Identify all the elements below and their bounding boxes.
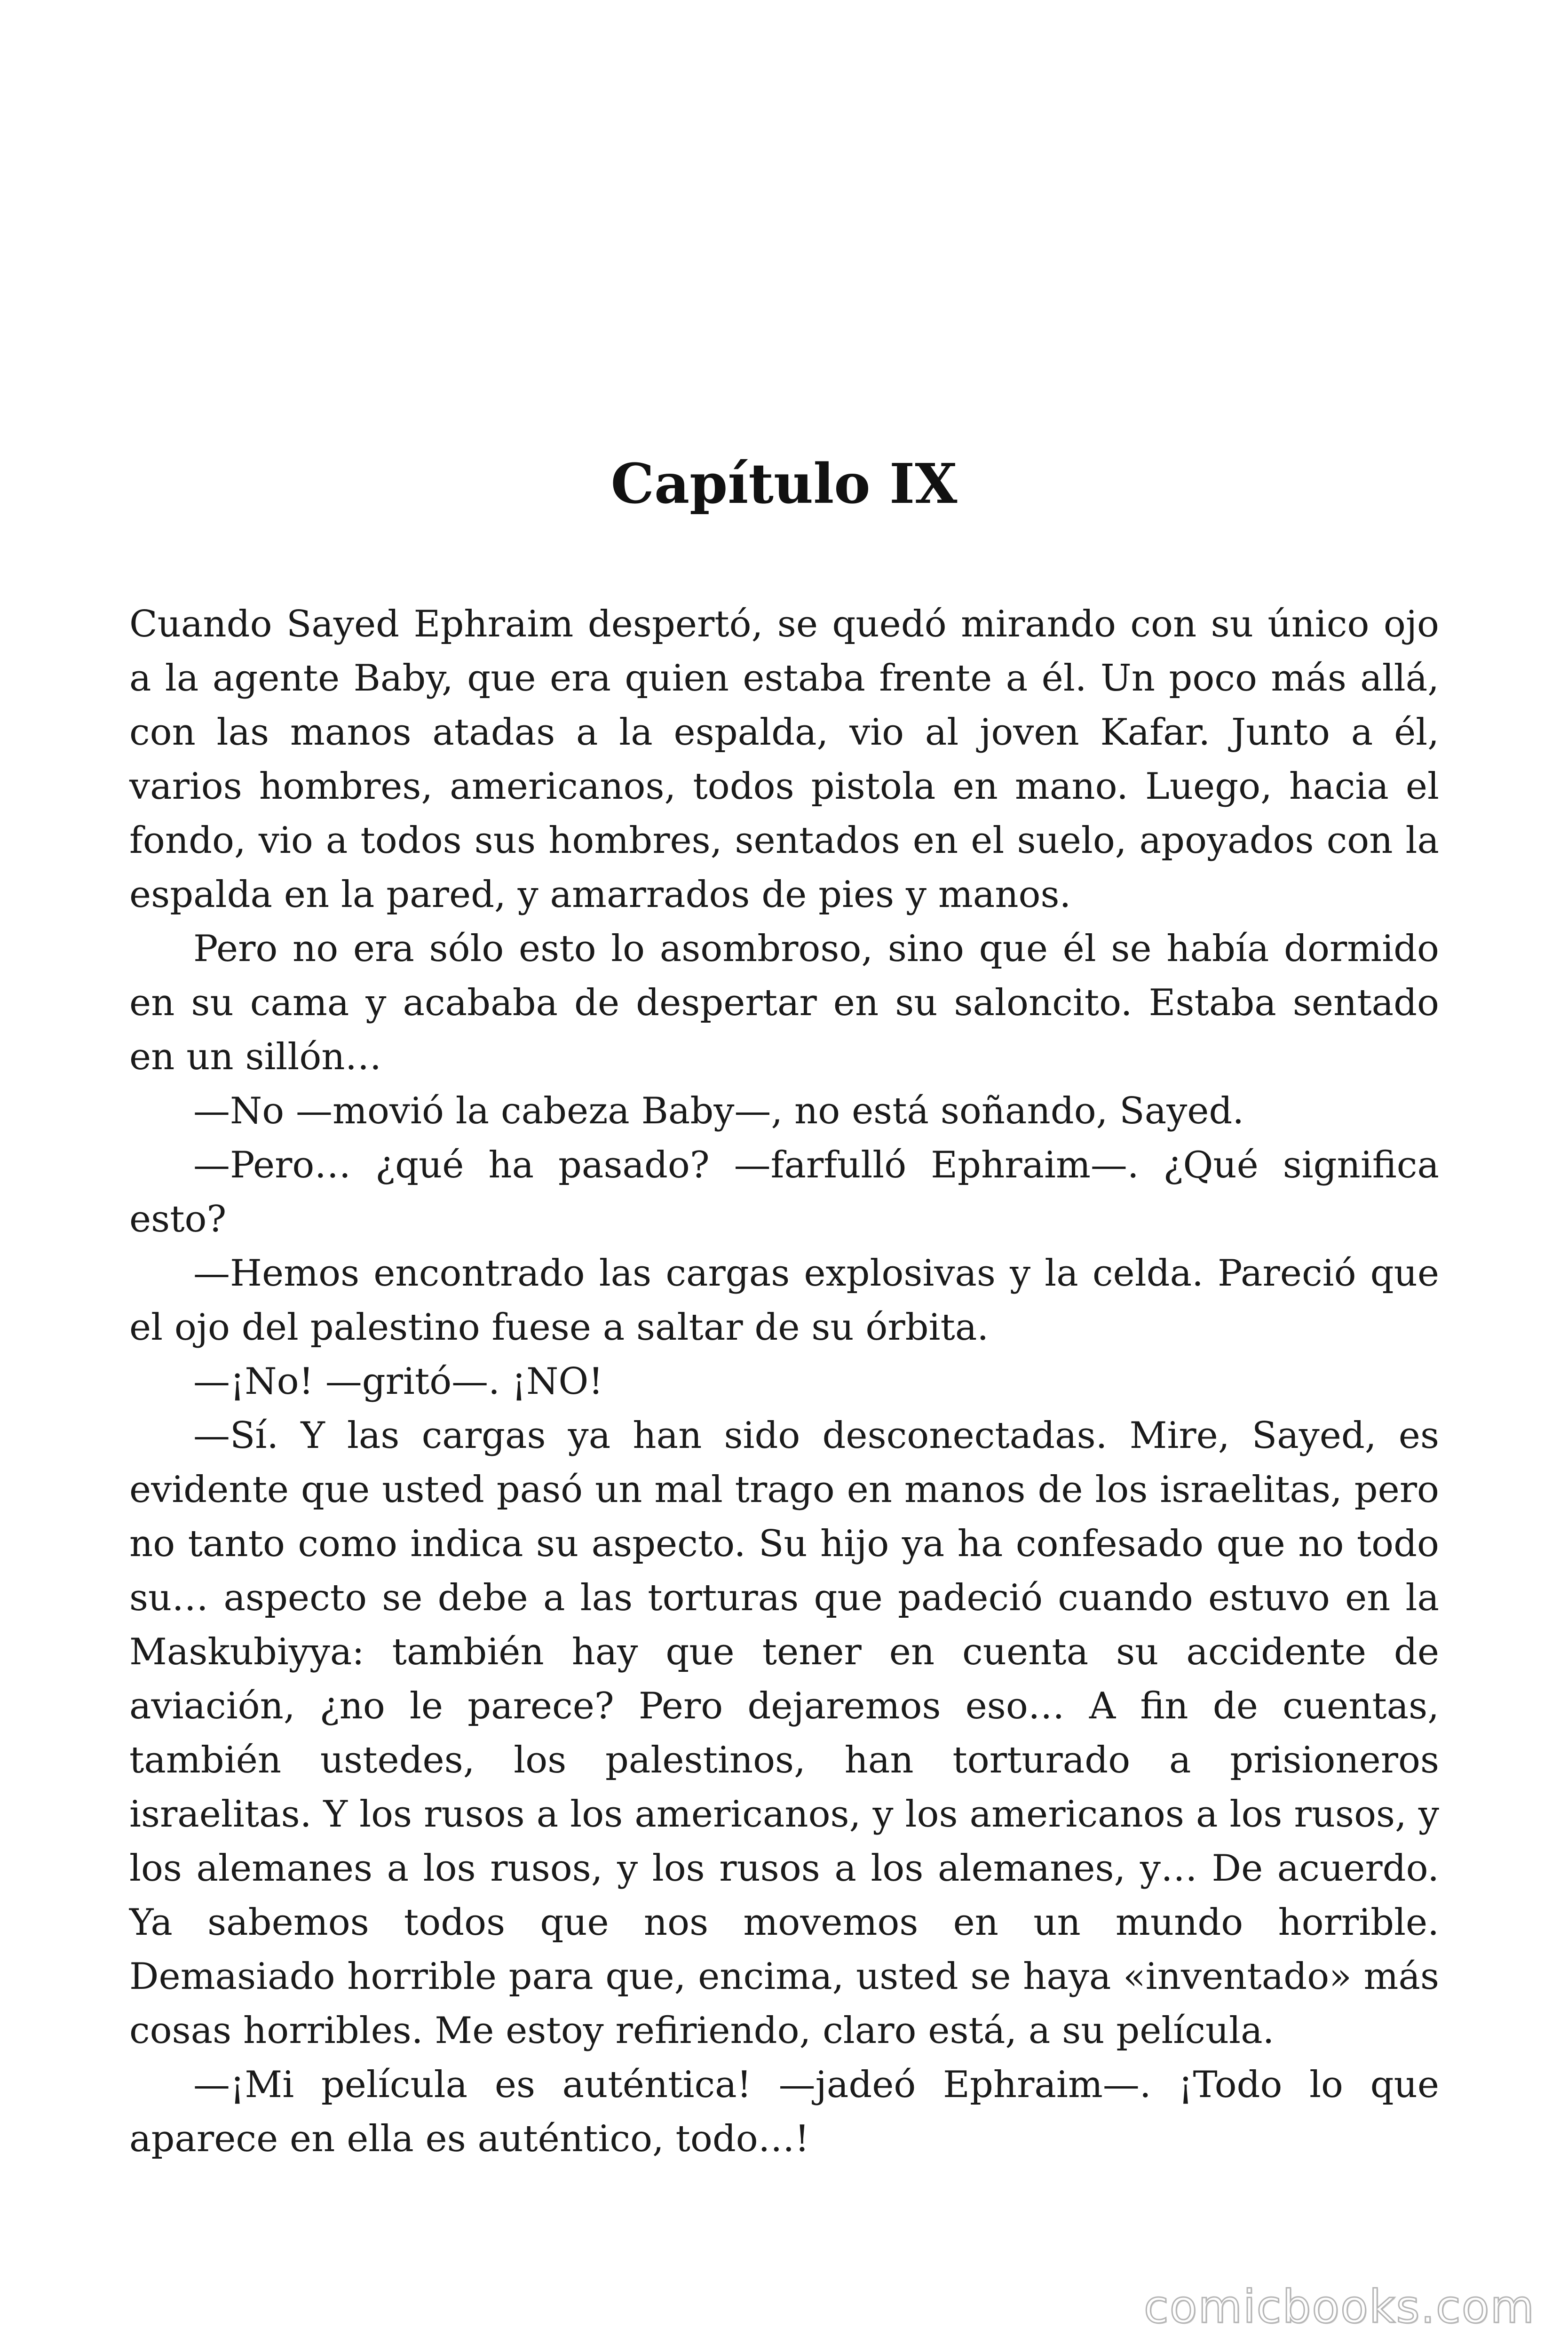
paragraph: —Hemos encontrado las cargas explosivas y la celda. Pareció que el ojo del palestino fuese a saltar de su órbita. bbox=[129, 1252, 1439, 1349]
paragraph: Pero no era sólo esto lo asombroso, sino que él se había dormido en su cama y acababa de despertar en su saloncito. Estaba sentado en un sillón… bbox=[129, 928, 1439, 1078]
paragraph: —Sí. Y las cargas ya han sido desconectadas. Mire, Sayed, es evidente que usted pasó un mal trago en manos de los israelitas, pero no tanto como indica su aspecto. Su hijo ya ha confesado que no todo su… aspecto se debe a las torturas que padeció cuando estuvo en la Maskubiyya: también hay que tener en cuenta su accidente de aviación, ¿no le parece? Pero dejaremos eso… A fin de cuentas, también ustedes, los palestinos, han torturado a prisioneros israelitas. Y los rusos a los americanos, y los americanos a los rusos, y los alemanes a los rusos, y los rusos a los alemanes, y… De acuerdo. Ya sabemos todos que nos movemos en un mundo horrible. Demasiado horrible para que, encima, usted se haya «inventado» más cosas horribles. Me estoy refiriendo, claro está, a su película. bbox=[129, 1414, 1439, 2052]
watermark: comicbooks.com bbox=[1143, 2280, 1535, 2333]
paragraph: Cuando Sayed Ephraim despertó, se quedó mirando con su único ojo a la agente Baby, que era quien estaba frente a él. Un poco más allá, con las manos atadas a la espalda, vio al joven Kafar. Junto a él, varios hombres, americanos, todos pistola en mano. Luego, hacia el fondo, vio a todos sus hombres, sentados en el suelo, apoyados con la espalda en la pared, y amarrados de pies y manos. bbox=[129, 603, 1439, 916]
paragraph: —No —movió la cabeza Baby—, no está soñando, Sayed. bbox=[193, 1090, 1244, 1132]
chapter-title: Capítulo IX bbox=[610, 452, 958, 516]
paragraph: —Pero… ¿qué ha pasado? —farfulló Ephraim—. ¿Qué significa esto? bbox=[129, 1144, 1439, 1240]
paragraph: —¡No! —gritó—. ¡NO! bbox=[193, 1360, 603, 1403]
paragraph: —¡Mi película es auténtica! —jadeó Ephraim—. ¡Todo lo que aparece en ella es auténtico, todo…! bbox=[129, 2064, 1439, 2160]
chapter-body bbox=[129, 597, 1439, 2166]
